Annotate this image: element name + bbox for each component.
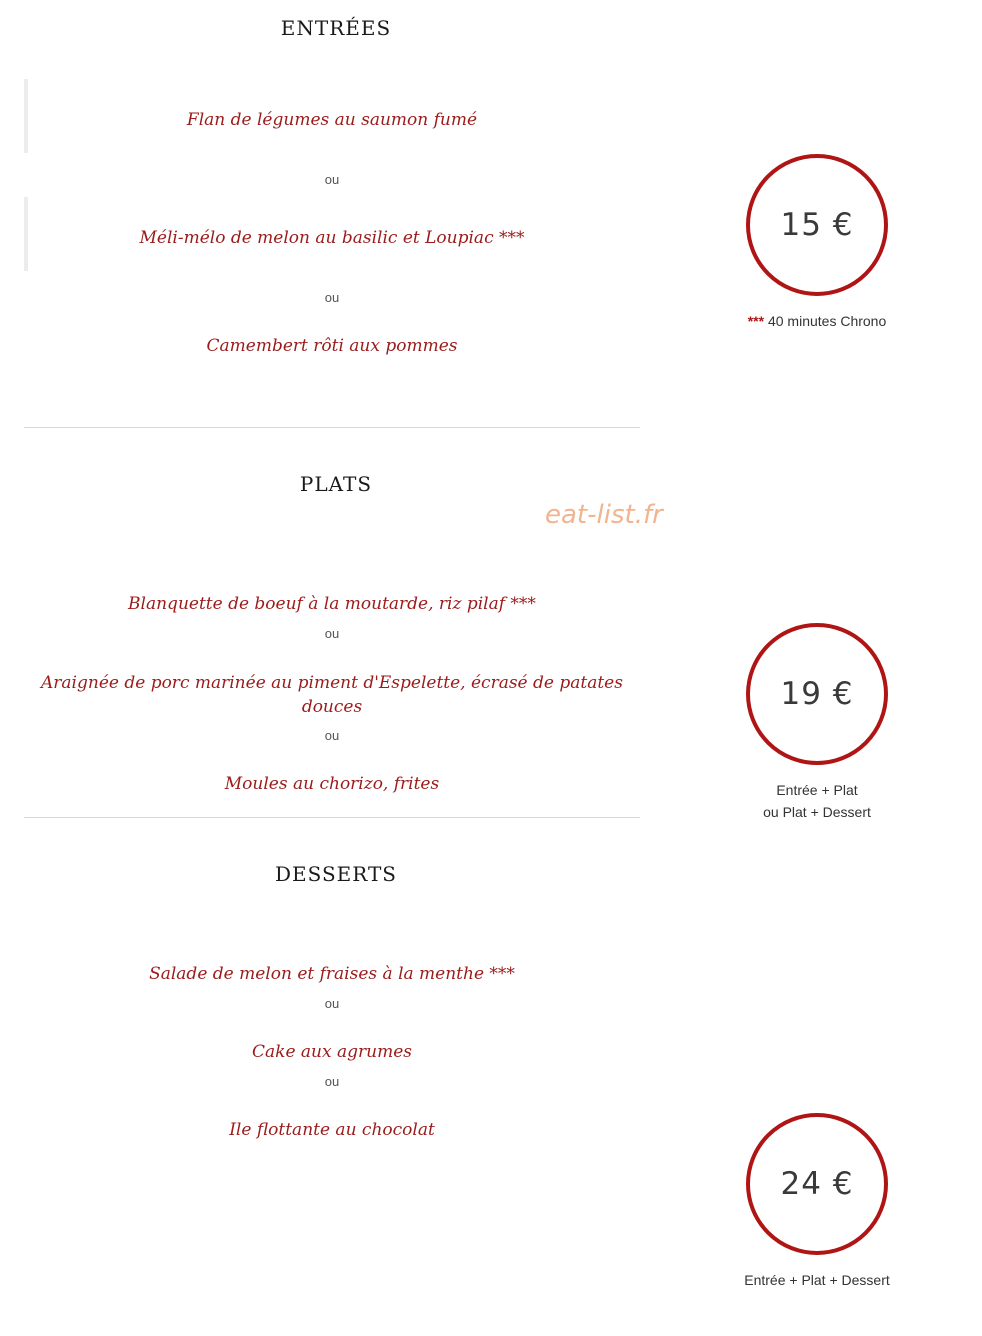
note-line: Entrée + Plat [776, 782, 858, 798]
price-note-chrono [700, 310, 934, 332]
note-line: Entrée + Plat + Dessert [744, 1272, 890, 1288]
plats-heading: PLATS [299, 472, 373, 496]
section-divider [24, 817, 640, 818]
desserts-heading: DESSERTS [274, 862, 398, 886]
price-note-formula-3 [700, 1269, 934, 1291]
stars-marker: *** [747, 313, 765, 329]
price-circle-15 [746, 154, 888, 296]
or-separator: ou [324, 728, 340, 743]
blockquote-bar [24, 79, 28, 153]
dish-entree-3: Camembert rôti aux pommes [206, 336, 458, 356]
entrees-heading: ENTRÉES [280, 16, 392, 40]
watermark: eat-list.fr [545, 500, 663, 530]
dish-entree-2: Méli-mélo de melon au basilic et Loupiac *** [139, 228, 525, 248]
dish-entree-1: Flan de légumes au saumon fumé [186, 110, 478, 130]
price-circle-24 [746, 1113, 888, 1255]
dish-dessert-1: Salade de melon et fraises à la menthe *** [149, 964, 515, 984]
note-line: ou Plat + Dessert [763, 804, 871, 820]
price-amount: 24 € [780, 1166, 854, 1202]
or-separator: ou [324, 172, 340, 187]
dish-dessert-3: Ile flottante au chocolat [229, 1120, 435, 1140]
dish-dessert-2: Cake aux agrumes [252, 1042, 412, 1062]
price-note-formula-2 [700, 779, 934, 823]
blockquote-bar [24, 197, 28, 271]
or-separator: ou [324, 626, 340, 641]
dish-plat-1: Blanquette de boeuf à la moutarde, riz pilaf *** [128, 594, 536, 614]
dish-plat-3: Moules au chorizo, frites [224, 774, 440, 794]
section-divider [24, 427, 640, 428]
or-separator: ou [324, 290, 340, 305]
note-text: 40 minutes Chrono [767, 313, 887, 329]
or-separator: ou [324, 1074, 340, 1089]
or-separator: ou [324, 996, 340, 1011]
price-amount: 19 € [780, 676, 854, 712]
price-amount: 15 € [780, 207, 854, 243]
dish-plat-2: Araignée de porc marinée au piment d'Espelette, écrasé de patates douces [41, 673, 623, 717]
price-circle-19 [746, 623, 888, 765]
